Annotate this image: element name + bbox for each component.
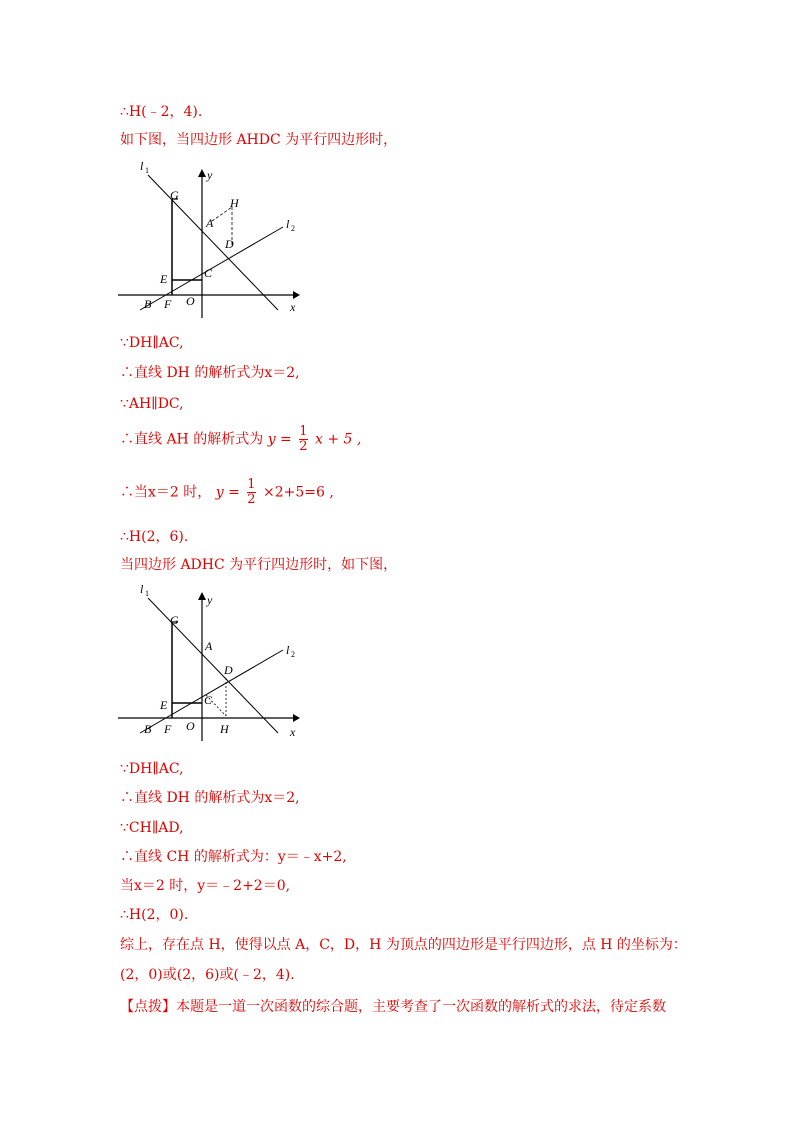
label-l1: l xyxy=(140,159,144,173)
text-line: ∴H(﹣2，4). xyxy=(120,104,203,120)
label-A: A xyxy=(206,216,214,230)
label-l2: l xyxy=(286,217,290,231)
label-y: y xyxy=(207,168,213,182)
label-B: B xyxy=(144,297,152,311)
text-line: 当四边形 ADHC 为平行四边形时，如下图， xyxy=(120,557,398,573)
label-l1-sub: 1 xyxy=(145,166,149,175)
text-line: ∵AH∥DC, xyxy=(120,396,184,412)
label-x: x xyxy=(290,300,296,314)
text-line: ∵DH∥AC, xyxy=(120,335,184,351)
label-x: x xyxy=(290,725,296,739)
text-line: (2，0)或(2，6)或(﹣2，4). xyxy=(120,967,295,983)
label-l2-sub: 2 xyxy=(291,650,295,659)
label-E: E xyxy=(160,698,168,712)
figure-1 xyxy=(118,155,318,320)
label-H: H xyxy=(220,722,229,736)
label-D: D xyxy=(224,663,233,677)
text-line: 【点拨】本题是一道一次函数的综合题，主要考查了一次函数的解析式的求法，待定系数 xyxy=(120,999,666,1015)
text-line: ∴直线 DH 的解析式为x＝2, xyxy=(120,365,300,381)
label-O: O xyxy=(186,294,195,308)
label-l2: l xyxy=(286,643,290,657)
equation-ah: ∴直线 AH 的解析式为 y = $\frac{1}{2}$ x + 5 , xyxy=(120,424,362,454)
label-y: y xyxy=(207,593,213,607)
text-line: ∵CH∥AD, xyxy=(120,820,184,836)
text-line: ∴H(2，6). xyxy=(120,529,189,545)
label-A: A xyxy=(205,639,213,653)
label-G: G xyxy=(170,613,179,627)
text-line: 当x＝2 时，y＝﹣2+2＝0, xyxy=(120,878,291,894)
label-C: C xyxy=(204,266,213,280)
text-line: ∴直线 DH 的解析式为x＝2, xyxy=(120,790,300,806)
equation-calc: ∴当x＝2 时， y = $\frac{1}{2}$ ×2+5=6 , xyxy=(120,477,334,507)
label-H: H xyxy=(230,196,239,210)
text-line: 如下图，当四边形 AHDC 为平行四边形时， xyxy=(120,132,398,148)
label-F: F xyxy=(164,297,172,311)
label-F: F xyxy=(164,722,172,736)
label-D: D xyxy=(225,237,234,251)
figure-2 xyxy=(118,578,318,743)
label-B: B xyxy=(144,722,152,736)
label-l1-sub: 1 xyxy=(145,589,149,598)
text-line: ∴直线 CH 的解析式为：y＝﹣x+2, xyxy=(120,849,347,865)
text-line: ∵DH∥AC, xyxy=(120,761,184,777)
label-E: E xyxy=(160,272,168,286)
label-l1: l xyxy=(140,582,144,596)
label-G: G xyxy=(170,188,179,202)
label-O: O xyxy=(186,719,195,733)
text-line: ∴H(2，0). xyxy=(120,907,189,923)
label-l2-sub: 2 xyxy=(291,224,295,233)
text-line: 综上，存在点 H，使得以点 A，C，D，H 为顶点的四边形是平行四边形，点 H 的坐标为： xyxy=(120,937,687,953)
label-C: C xyxy=(204,693,213,707)
